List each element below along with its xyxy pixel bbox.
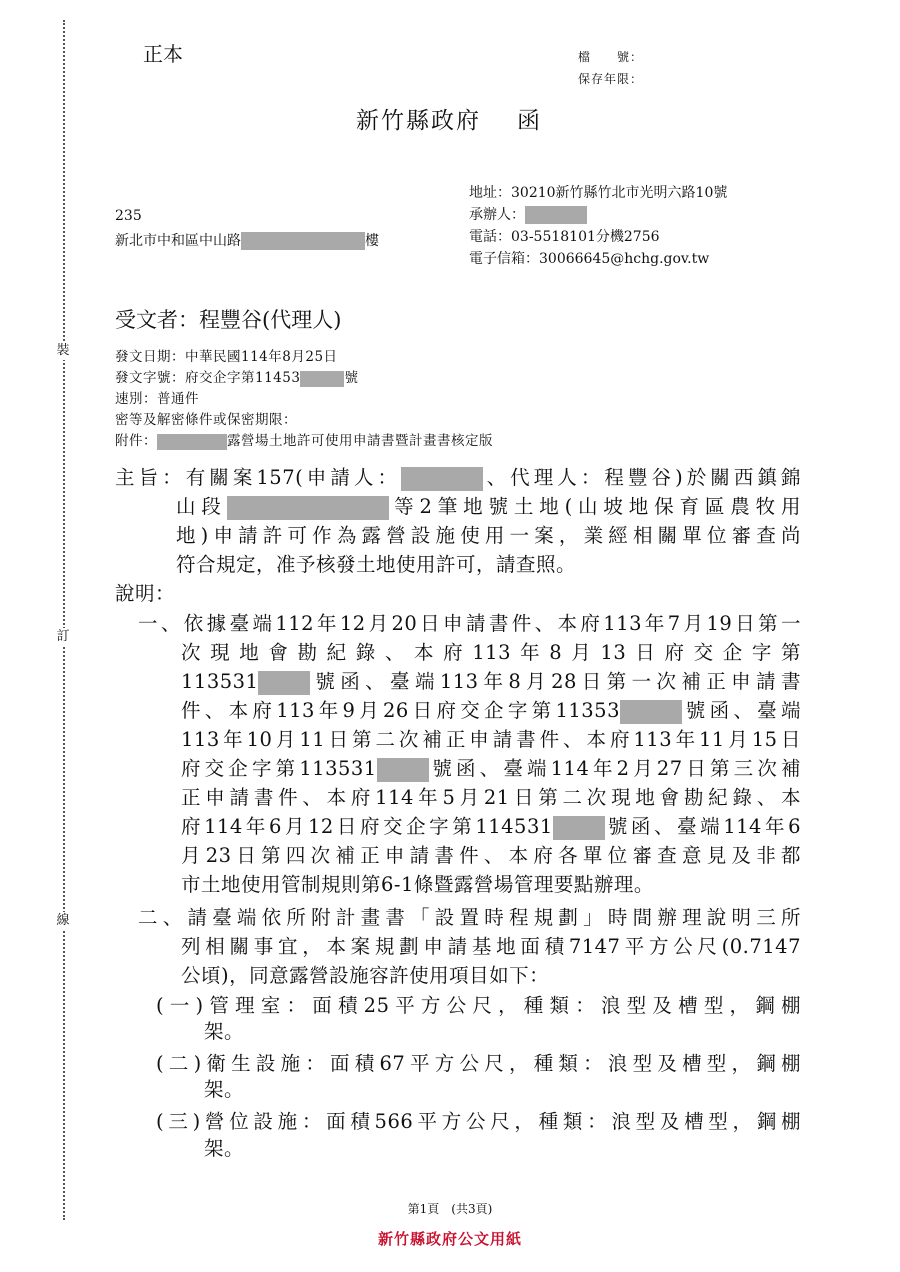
redacted-handler	[525, 206, 587, 224]
explanation-label: 說明：	[115, 582, 176, 605]
file-number-label: 檔 號：	[578, 50, 644, 64]
receiver-postal-code: 235	[115, 208, 142, 224]
item1-line-8	[181, 811, 801, 840]
item1-line-2: 次現地會勘紀錄、本府113年8月13日府交企字第	[181, 641, 801, 664]
redacted-ref-2	[620, 700, 682, 724]
item1-l3b: 號函、臺端113年8月28日第一次補正申請書	[310, 670, 801, 693]
item2-sub1-cont: 架。	[204, 1020, 245, 1043]
item1-line-10: 市土地使用管制規則第6-1條暨露營場管理要點辦理。	[181, 873, 654, 896]
secrecy-class: 密等及解密條件或保密期限：	[115, 412, 297, 428]
document-number	[115, 366, 358, 387]
official-paper-label: 新竹縣政府公文用紙	[377, 1230, 522, 1248]
item1-line-4	[181, 695, 801, 724]
item2-line-1: 二、請臺端依所附計畫書「設置時程規劃」時間辦理說明三所	[138, 906, 801, 929]
copy-mark: 正本	[143, 42, 183, 66]
item1-l6a: 府交企字第113531	[181, 757, 377, 780]
attachment-text: 露營場土地許可使用申請書暨計畫書核定版	[227, 433, 493, 449]
item1-line-3	[181, 666, 801, 695]
redacted-ref-3	[377, 758, 429, 782]
item2-sub3: (三)營位設施：面積566平方公尺，種類：浪型及槽型，鋼棚	[156, 1110, 801, 1133]
subject-l1b: 、代理人：程豐谷)於關西鎮錦	[483, 466, 801, 489]
doc-no-prefix: 發文字號：府交企字第11453	[115, 370, 301, 386]
item1-line-6	[181, 753, 801, 782]
item1-line-7: 正申請書件、本府114年5月21日第二次現地會勘紀錄、本	[181, 786, 801, 809]
subject-l2b: 等2筆地號土地(山坡地保育區農牧用	[388, 495, 801, 518]
subject-l1a: 主旨：有關案157(申請人：	[115, 466, 402, 489]
retention-label: 保存年限：	[578, 72, 644, 86]
binding-mark-bottom: 線	[54, 912, 72, 930]
handler-label: 承辦人：	[469, 207, 525, 223]
receiver-address	[115, 230, 379, 250]
redacted-ref-4	[553, 816, 605, 840]
item1-l4a: 件、本府113年9月26日府交企字第11353	[181, 699, 620, 722]
item1-l8a: 府114年6月12日府交企字第114531	[181, 815, 553, 838]
item1-line-9: 月23日第四次補正申請書件、本府各單位審查意見及非都	[181, 844, 801, 867]
binding-mark-mid: 訂	[54, 628, 72, 646]
subject-line-4: 符合規定，准予核發土地使用許可，請查照。	[176, 553, 577, 576]
document-type: 函	[517, 108, 542, 134]
item1-l8b: 號函、臺端114年6	[604, 815, 801, 838]
sender-address: 地址：30210新竹縣竹北市光明六路10號	[469, 185, 728, 201]
sender-handler	[469, 204, 587, 224]
attachment	[115, 429, 493, 450]
redacted-doc-no	[300, 371, 344, 387]
redacted-applicant	[401, 467, 483, 491]
sender-phone: 電話：03-5518101分機2756	[469, 229, 660, 245]
doc-no-suffix: 號	[344, 370, 359, 386]
speed-class: 速別：普通件	[115, 391, 199, 407]
item2-sub2: (二)衛生設施：面積67平方公尺，種類：浪型及槽型，鋼棚	[156, 1052, 801, 1075]
redacted-address	[241, 232, 365, 250]
sender-email: 電子信箱：30066645@hchg.gov.tw	[469, 251, 710, 267]
item2-line-3: 公頃)，同意露營設施容許使用項目如下：	[181, 964, 550, 987]
page-number: 第1頁 (共3頁)	[407, 1202, 493, 1216]
item2-line-2: 列相關事宜，本案規劃申請基地面積7147平方公尺(0.7147	[181, 935, 801, 958]
redacted-ref-1	[258, 671, 310, 695]
item1-l3a: 113531	[181, 670, 259, 693]
item1-line-1: 一、依據臺端112年12月20日申請書件、本府113年7月19日第一	[138, 612, 801, 635]
redacted-attachment	[157, 434, 227, 450]
subject-line-1	[115, 462, 801, 491]
item2-sub3-cont: 架。	[204, 1137, 245, 1160]
item1-line-5: 113年10月11日第二次補正申請書件、本府113年11月15日	[181, 728, 801, 751]
redacted-land-no	[227, 496, 389, 520]
binding-line	[63, 20, 65, 1220]
item1-l4b: 號函、臺端	[681, 699, 801, 722]
subject-l2a: 山段	[176, 495, 227, 518]
issue-date: 發文日期：中華民國114年8月25日	[115, 349, 338, 365]
address-prefix: 新北市中和區中山路	[115, 233, 241, 249]
attachment-label: 附件：	[115, 433, 157, 449]
subject-line-2	[176, 491, 801, 520]
item2-sub2-cont: 架。	[204, 1078, 245, 1101]
document-title	[356, 102, 542, 135]
item1-l6b: 號函、臺端114年2月27日第三次補	[428, 757, 801, 780]
subject-line-3: 地)申請許可作為露營設施使用一案，業經相關單位審查尚	[176, 524, 801, 547]
issuing-agency: 新竹縣政府	[356, 108, 481, 134]
recipient: 受文者：程豐谷(代理人)	[115, 308, 342, 332]
address-suffix: 樓	[365, 233, 379, 249]
binding-mark-top: 裝	[54, 342, 72, 360]
item2-sub1: (一)管理室：面積25平方公尺，種類：浪型及槽型，鋼棚	[156, 994, 801, 1017]
